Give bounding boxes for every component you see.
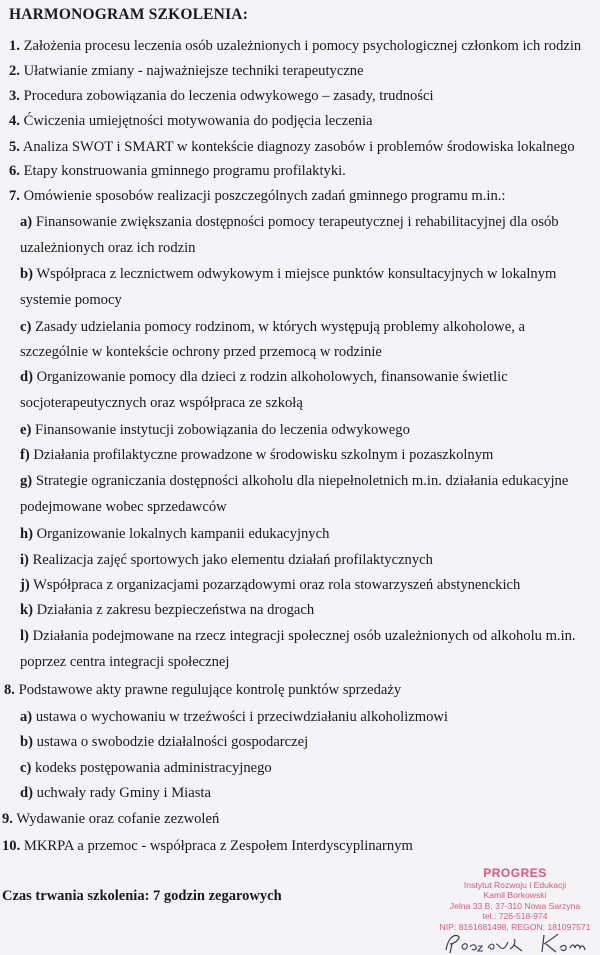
list-item-4	[9, 112, 373, 130]
sub-item-7k	[20, 601, 314, 619]
stamp-line: Instytut Rozwoju i Edukacji	[463, 880, 567, 890]
item-number: 5.	[9, 139, 20, 155]
sub-item-7g	[20, 472, 568, 490]
item-number: 9.	[2, 811, 13, 827]
sub-item-7b-cont: systemie pomocy	[20, 292, 122, 308]
sub-letter: b)	[20, 266, 33, 282]
sub-letter: j)	[20, 577, 30, 593]
sub-letter: f)	[20, 447, 30, 463]
item-text: Analiza SWOT i SMART w kontekście diagnozy zasobów i problemów środowiska lokalnego	[22, 139, 575, 155]
sub-text: Współpraca z organizacjami pozarządowymi oraz rola stowarzyszeń abstynenckich	[33, 577, 521, 593]
stamp-line: Jelna 33 B, 37-310 Nowa Sarzyna	[449, 900, 581, 911]
sub-text: kodeks postępowania administracyjnego	[35, 760, 272, 776]
sub-letter: a)	[20, 709, 33, 725]
sub-letter: g)	[20, 473, 33, 489]
sub-letter: b)	[20, 734, 33, 750]
item-text: MKRPA a przemoc - współpraca z Zespołem Interdyscyplinarnym	[23, 838, 413, 854]
sub-text: Działania profilaktyczne prowadzone w środowisku szkolnym i pozaszkolnym	[33, 447, 494, 463]
item-text: Ćwiczenia umiejętności motywowania do podjęcia leczenia	[23, 113, 373, 129]
item-text: Etapy konstruowania gminnego programu profilaktyki.	[23, 163, 346, 179]
sub-letter: h)	[20, 526, 33, 542]
item-number: 3.	[9, 88, 20, 104]
item-number: 6.	[9, 163, 20, 179]
sub-letter: i)	[20, 552, 29, 568]
stamp-line: tel.: 726-518-974	[482, 911, 548, 922]
item-number: 4.	[9, 113, 20, 129]
sub-item-7a-cont: uzależnionych oraz ich rodzin	[20, 240, 196, 256]
sub-item-7a	[20, 213, 559, 231]
sub-letter: l)	[20, 628, 29, 644]
item-text: Omówienie sposobów realizacji poszczególnych zadań gminnego programu m.in.:	[23, 188, 506, 204]
sub-item-8a	[20, 708, 448, 726]
sub-item-8c	[20, 759, 272, 777]
item-text: Założenia procesu leczenia osób uzależnionych i pomocy psychologicznej członkom ich rodzin	[23, 38, 582, 54]
sub-text: ustawa o wychowaniu w trzeźwości i przeciwdziałaniu alkoholizmowi	[35, 709, 448, 725]
sub-letter: k)	[20, 602, 33, 618]
stamp-brand: PROGRES	[483, 866, 547, 880]
stamp-line: Kamil Borkowski	[483, 890, 547, 901]
sub-item-7c-cont: szczególnie w kontekście ochrony przed przemocą w rodzinie	[20, 344, 382, 360]
item-text: Procedura zobowiązania do leczenia odwykowego – zasady, trudności	[23, 88, 434, 104]
sub-item-7b	[20, 265, 556, 283]
list-item-1	[9, 37, 581, 55]
document-title: HARMONOGRAM SZKOLENIA:	[9, 6, 249, 23]
item-text: Ułatwianie zmiany - najważniejsze techniki terapeutyczne	[23, 63, 364, 79]
sub-letter: a)	[20, 214, 33, 230]
stamp-line: NIP: 8161681498, REGON: 181097571	[439, 921, 591, 932]
sub-letter: d)	[20, 785, 33, 801]
sub-item-7f	[20, 446, 493, 464]
company-stamp	[430, 866, 600, 932]
item-text: Podstawowe akty prawne regulujące kontrolę punktów sprzedaży	[18, 682, 402, 698]
sub-item-7l	[20, 627, 576, 645]
sub-text: uchwały rady Gminy i Miasta	[36, 785, 211, 801]
sub-text: Finansowanie instytucji zobowiązania do leczenia odwykowego	[35, 422, 410, 438]
item-text: Wydawanie oraz cofanie zezwoleń	[16, 811, 220, 827]
sub-text: Współpraca z lecznictwem odwykowym i miejsce punktów konsultacyjnych w lokalnym	[36, 266, 557, 282]
sub-letter: c)	[20, 760, 32, 776]
list-item-6	[9, 162, 346, 180]
item-number: 8.	[4, 682, 15, 698]
sub-item-7i	[20, 551, 433, 569]
sub-letter: d)	[20, 369, 33, 385]
list-item-10	[2, 837, 413, 855]
handwritten-signature	[440, 930, 600, 955]
sub-item-8d	[20, 784, 211, 802]
sub-item-7j	[20, 576, 520, 594]
list-item-7	[9, 187, 505, 205]
item-number: 2.	[9, 63, 20, 79]
sub-text: Strategie ograniczania dostępności alkoholu dla niepełnoletnich m.in. działania edukacyjne	[35, 473, 569, 489]
item-number: 10.	[2, 838, 21, 854]
sub-item-7c	[20, 318, 525, 336]
sub-text: Finansowanie zwiększania dostępności pomocy terapeutycznej i rehabilitacyjnej dla osób	[35, 214, 559, 230]
sub-item-7e	[20, 421, 410, 439]
sub-text: Organizowanie pomocy dla dzieci z rodzin alkoholowych, finansowanie świetlic	[36, 369, 508, 385]
sub-text: Realizacja zajęć sportowych jako elementu działań profilaktycznych	[32, 552, 433, 568]
sub-item-7d-cont: socjoterapeutycznych oraz współpraca ze szkołą	[20, 395, 303, 411]
list-item-3	[9, 87, 434, 105]
sub-text: Organizowanie lokalnych kampanii edukacyjnych	[36, 526, 330, 542]
sub-letter: c)	[20, 319, 32, 335]
sub-text: Działania podejmowane na rzecz integracji społecznej osób uzależnionych od alkoholu m.in.	[32, 628, 576, 644]
item-number: 7.	[9, 188, 20, 204]
sub-item-7l-cont: poprzez centra integracji społecznej	[20, 654, 230, 670]
list-item-5	[9, 138, 575, 156]
list-item-2	[9, 62, 364, 80]
sub-text: Zasady udzielania pomocy rodzinom, w których występują problemy alkoholowe, a	[35, 319, 525, 335]
sub-item-7g-cont: podejmowane wobec sprzedawców	[20, 499, 227, 515]
sub-item-7h	[20, 525, 329, 543]
sub-item-7d	[20, 368, 508, 386]
list-item-8	[4, 681, 401, 699]
training-duration: Czas trwania szkolenia: 7 godzin zegarowych	[2, 888, 282, 904]
sub-text: ustawa o swobodzie działalności gospodarczej	[36, 734, 309, 750]
sub-text: Działania z zakresu bezpieczeństwa na drogach	[36, 602, 315, 618]
list-item-9	[2, 810, 219, 828]
sub-letter: e)	[20, 422, 32, 438]
sub-item-8b	[20, 733, 308, 751]
item-number: 1.	[9, 38, 20, 54]
